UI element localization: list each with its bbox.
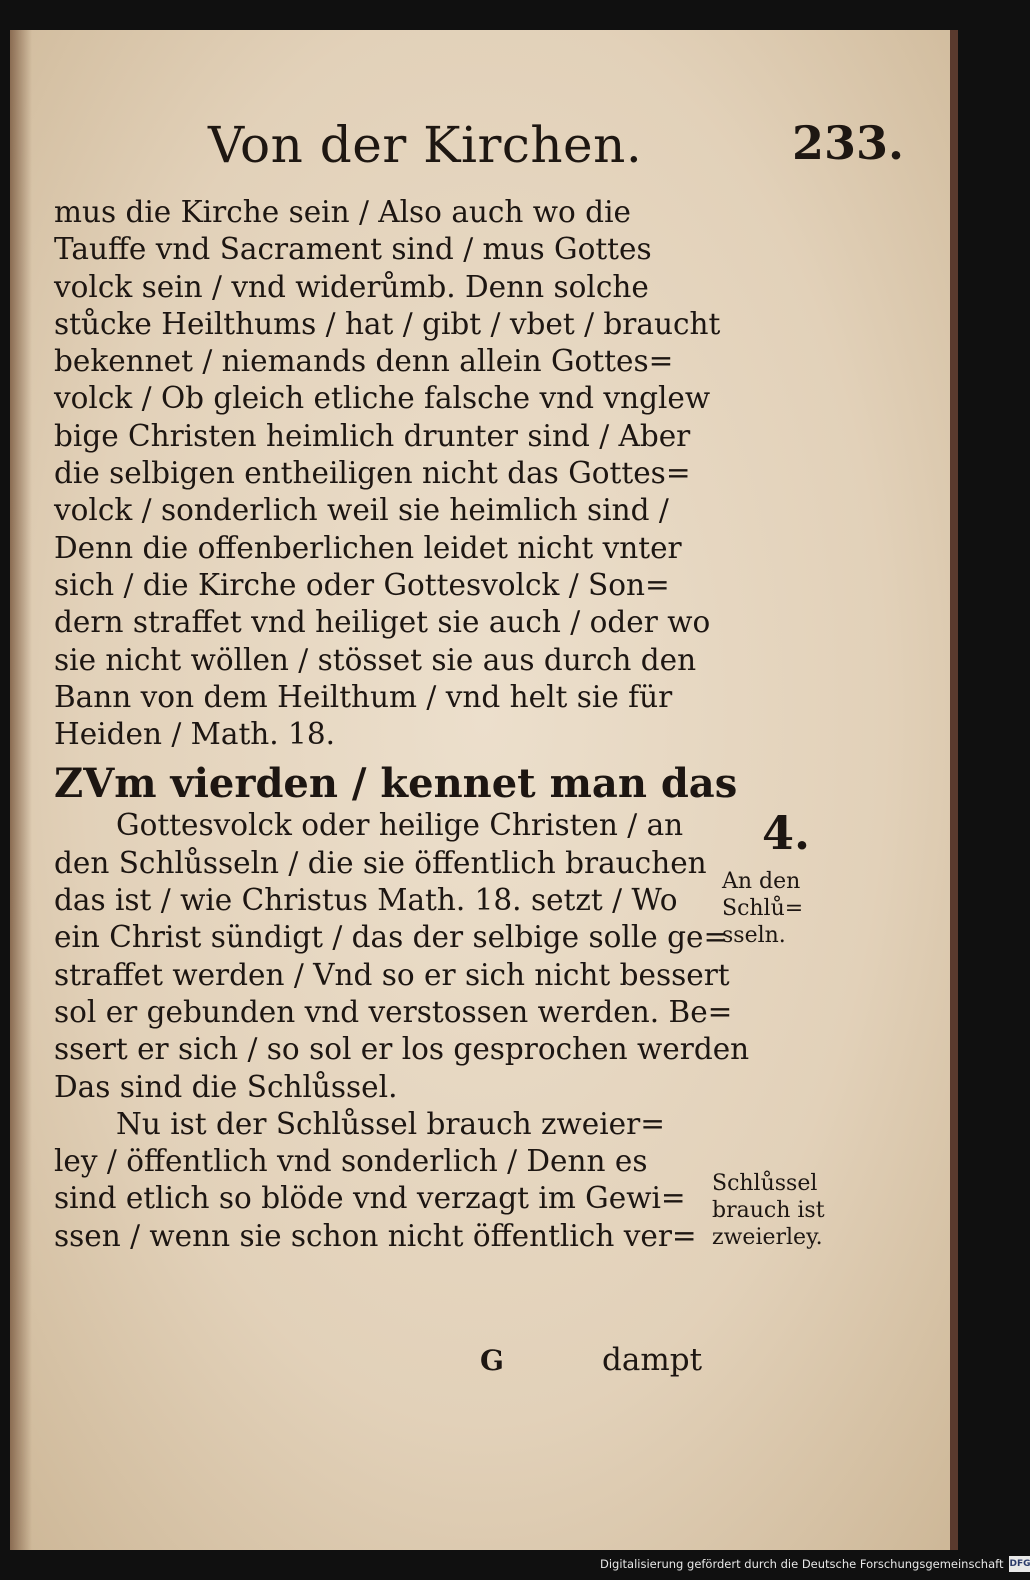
text-line: Gottesvolck oder heilige Christen / an — [116, 808, 684, 843]
page-edge — [950, 30, 958, 1550]
text-line: die selbigen entheiligen nicht das Gottes= — [54, 456, 691, 491]
paragraph-1 — [54, 194, 744, 753]
page-gutter-shadow — [10, 30, 32, 1550]
margin-note-keys-use — [712, 1170, 862, 1251]
text-line: Nu ist der Schlůssel brauch zweier= — [116, 1106, 665, 1141]
paragraph-2 — [54, 760, 750, 1105]
running-head: Von der Kirchen. — [208, 116, 643, 174]
text-line: Denn die offenberlichen leidet nicht vnter — [54, 530, 682, 565]
page-header — [10, 116, 958, 196]
paragraph-3 — [54, 1106, 744, 1255]
text-line: stůcke Heilthums / hat / gibt / vbet / braucht — [54, 306, 721, 341]
section-heading: ZVm vierden / kennet man das — [54, 760, 738, 808]
text-line: ley / öffentlich vnd sonderlich / Denn es — [54, 1144, 648, 1179]
text-line: volck sein / vnd widerůmb. Denn solche — [54, 269, 649, 304]
text-line: Tauffe vnd Sacrament sind / mus Gottes — [54, 232, 652, 267]
text-line: ein Christ sündigt / das der selbige solle ge= — [54, 920, 729, 955]
text-line: straffet werden / Vnd so er sich nicht bessert — [54, 957, 730, 992]
catchword: dampt — [602, 1342, 703, 1378]
book-page — [10, 30, 958, 1550]
text-line: volck / Ob gleich etliche falsche vnd vnglew — [54, 381, 711, 416]
margin-note-line: sseln. — [722, 923, 786, 948]
text-line: bekennet / niemands denn allein Gottes= — [54, 344, 674, 379]
margin-note-line: brauch ist — [712, 1198, 825, 1223]
text-line: Heiden / Math. 18. — [54, 717, 335, 752]
text-line: ssen / wenn sie schon nicht öffentlich ver= — [54, 1218, 697, 1253]
digitization-credit: Digitalisierung gefördert durch die Deutsche Forschungsgemeinschaft — [600, 1557, 1004, 1571]
text-line: ssert er sich / so sol er los gesprochen werden — [54, 1032, 750, 1067]
text-line: das ist / wie Christus Math. 18. setzt / Wo — [54, 883, 678, 918]
digitization-footer — [600, 1553, 1030, 1575]
signature-mark: G — [480, 1344, 504, 1377]
text-line: Das sind die Schlůssel. — [54, 1069, 398, 1104]
margin-note-line: Schlů= — [722, 896, 804, 921]
margin-section-number: 4. — [762, 806, 811, 860]
text-line: sol er gebunden vnd verstossen werden. Be= — [54, 994, 733, 1029]
text-line: dern straffet vnd heiliget sie auch / oder wo — [54, 605, 711, 640]
margin-note-line: An den — [722, 869, 801, 894]
text-line: volck / sonderlich weil sie heimlich sind / — [54, 493, 669, 528]
main-text-block — [54, 194, 750, 1255]
text-line: mus die Kirche sein / Also auch wo die — [54, 195, 631, 229]
text-line: bige Christen heimlich drunter sind / Aber — [54, 418, 691, 453]
text-line: den Schlůsseln / die sie öffentlich brauchen — [54, 845, 707, 880]
text-line: Bann von dem Heilthum / vnd helt sie für — [54, 679, 673, 714]
page-number: 233. — [792, 116, 905, 170]
margin-note-line: Schlůssel — [712, 1171, 818, 1196]
dfg-logo-icon: DFG — [1009, 1556, 1030, 1572]
margin-note-line: zweierley. — [712, 1225, 823, 1250]
text-line: sind etlich so blöde vnd verzagt im Gewi= — [54, 1181, 686, 1216]
margin-note-keys — [722, 868, 872, 949]
text-line: sie nicht wöllen / stösset sie aus durch den — [54, 642, 697, 677]
text-line: sich / die Kirche oder Gottesvolck / Son= — [54, 567, 670, 602]
